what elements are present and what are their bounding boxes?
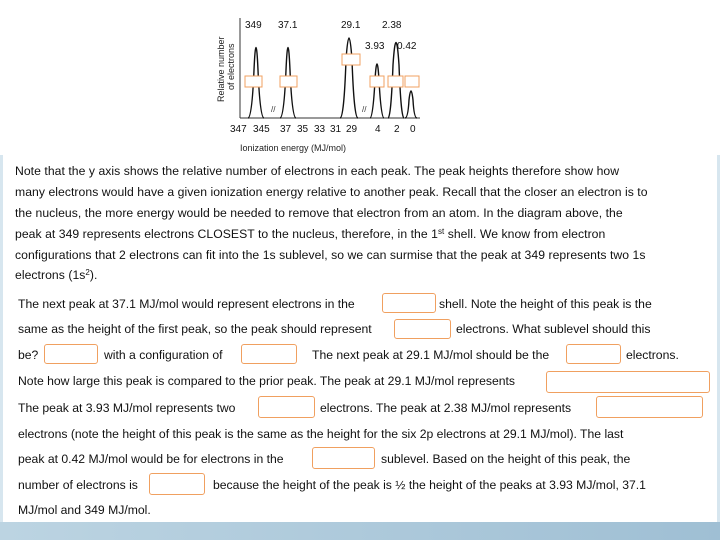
answer-box-configuration[interactable]	[241, 344, 297, 364]
figure-blank-box	[388, 76, 403, 87]
p2-row3-text-b: with a configuration of	[104, 348, 223, 362]
p2-row3-text-c: The next peak at 29.1 MJ/mol should be the	[312, 348, 550, 362]
paragraph1-line5: configurations that 2 electrons can fit into the 1s sublevel, so we can surmise that the peak at 349 represents two 1s	[15, 248, 646, 262]
p2-row3-text-d: electrons.	[626, 348, 679, 362]
tick-label: 31	[330, 124, 342, 135]
peak-label-3-93: 3.93	[365, 41, 385, 52]
p2-row1-text-b: shell. Note the height of this peak is the	[439, 297, 652, 311]
superscript-st: st	[437, 227, 445, 236]
p2-row6-text: electrons (note the height of this peak is the same as the height for the six 2p electrons at 29.1 MJ/mol). The last	[18, 427, 624, 441]
peak-label-349: 349	[245, 20, 262, 31]
p2-row4-text-a: Note how large this peak is compared to the prior peak. The peak at 29.1 MJ/mol represents	[18, 374, 516, 388]
paragraph1-line3: the nucleus, the more energy would be needed to remove that electron from an atom. In the diagram above, the	[15, 206, 623, 220]
figure-blank-box	[405, 76, 419, 87]
answer-box-next-electrons[interactable]	[566, 344, 621, 364]
p2-row5-text-b: electrons. The peak at 2.38 MJ/mol represents	[320, 401, 572, 415]
answer-box-29-1-represents[interactable]	[546, 371, 710, 393]
p2-row2-text-a: same as the height of the first peak, so the peak should represent	[18, 322, 372, 336]
answer-box-last-sublevel[interactable]	[312, 447, 375, 469]
bottom-accent-band	[0, 522, 720, 540]
peak-3-93	[370, 64, 384, 118]
figure-blank-box	[370, 76, 384, 87]
figure-blank-box	[342, 54, 360, 65]
answer-box-electron-count[interactable]	[394, 319, 451, 339]
tick-label: 345	[253, 124, 270, 135]
tick-label: 4	[375, 124, 381, 135]
p2-row8-text-b: because the height of the peak is ½ the height of the peaks at 3.93 MJ/mol, 37.1	[213, 478, 646, 492]
paragraph1-line6b: ).	[89, 268, 98, 282]
peak-label-2-38: 2.38	[382, 20, 402, 31]
tick-label: 347	[230, 124, 247, 135]
p2-row1-text-a: The next peak at 37.1 MJ/mol would represent electrons in the	[18, 297, 355, 311]
peak-29-1	[340, 38, 358, 118]
p2-row2-text-b: electrons. What sublevel should this	[456, 322, 651, 336]
axis-break-2: //	[362, 105, 367, 114]
answer-box-sublevel[interactable]	[44, 344, 98, 364]
p2-row5-text-a: The peak at 3.93 MJ/mol represents two	[18, 401, 236, 415]
peak-label-29-1: 29.1	[341, 20, 361, 31]
y-axis-label-line1: Relative number	[216, 36, 226, 102]
paragraph1-line4	[15, 227, 605, 241]
answer-box-two-electrons[interactable]	[258, 396, 315, 418]
p2-row9-text: MJ/mol and 349 MJ/mol.	[18, 503, 151, 517]
figure-blank-box	[245, 76, 262, 87]
peak-0-42	[405, 91, 417, 118]
answer-box-shell[interactable]	[382, 293, 436, 313]
paragraph1-line2: many electrons would have a given ionization energy relative to another peak. Recall that the closer an electron is to	[15, 185, 648, 199]
peak-label-37-1: 37.1	[278, 20, 298, 31]
peak-label-0-42: 0.42	[397, 41, 417, 52]
tick-label: 35	[297, 124, 309, 135]
paragraph1-line4b: shell. We know from electron	[444, 227, 606, 241]
superscript-2: 2	[85, 268, 90, 277]
paragraph1-line6	[15, 268, 97, 282]
pes-spectrum	[212, 10, 430, 158]
tick-label: 2	[394, 124, 400, 135]
tick-label: 37	[280, 124, 292, 135]
tick-label: 29	[346, 124, 358, 135]
tick-label: 0	[410, 124, 416, 135]
answer-box-2-38-represents[interactable]	[596, 396, 703, 418]
tick-label: 33	[314, 124, 326, 135]
axis-break-1: //	[271, 105, 276, 114]
paragraph1-line1: Note that the y axis shows the relative number of electrons in each peak. The peak heights therefore show how	[15, 164, 620, 178]
p2-row7-text-a: peak at 0.42 MJ/mol would be for electrons in the	[18, 452, 284, 466]
p2-row8-text-a: number of electrons is	[18, 478, 138, 492]
y-axis-label-line2: of electrons	[226, 43, 236, 90]
pes-figure	[212, 10, 430, 158]
paragraph1-line4a: peak at 349 represents electrons CLOSEST to the nucleus, therefore, in the 1	[15, 227, 438, 241]
p2-row7-text-b: sublevel. Based on the height of this peak, the	[381, 452, 631, 466]
answer-box-number-of-electrons[interactable]	[149, 473, 205, 495]
p2-row3-text-a: be?	[18, 348, 39, 362]
paragraph1-line6a: electrons (1s	[15, 268, 86, 282]
x-axis-label: Ionization energy (MJ/mol)	[240, 143, 347, 153]
figure-blank-box	[280, 76, 297, 87]
